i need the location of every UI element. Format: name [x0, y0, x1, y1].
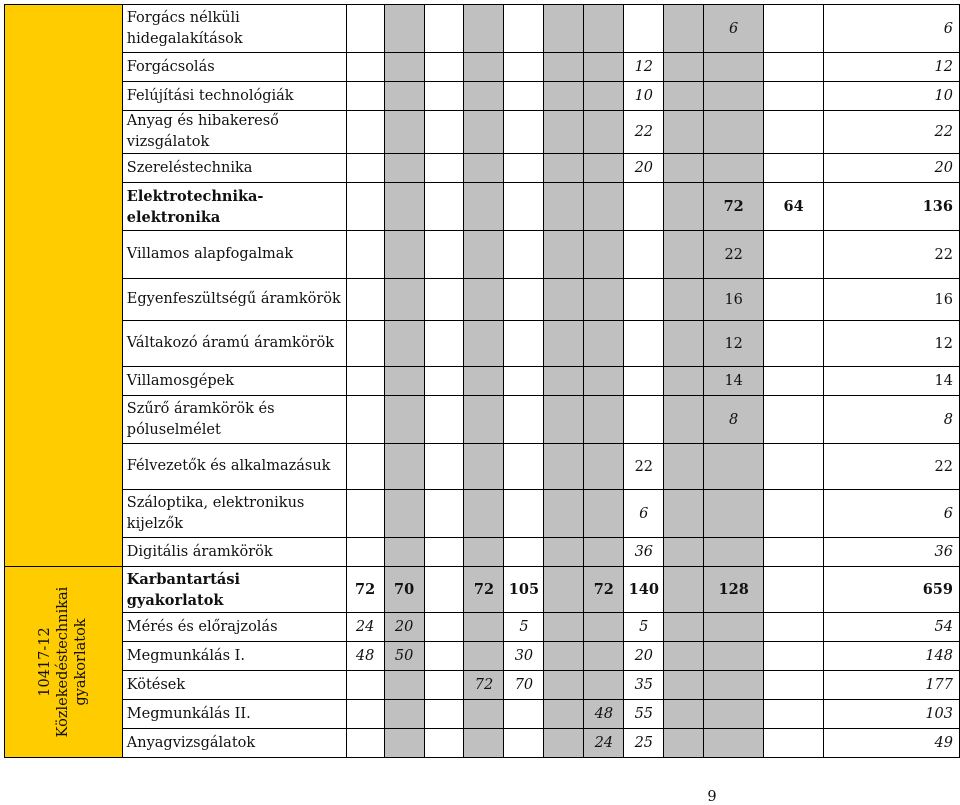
- hours-cell: [664, 700, 704, 729]
- hours-cell: [384, 231, 424, 279]
- subject-name: Villamosgépek: [122, 367, 346, 396]
- hours-cell: [544, 613, 584, 642]
- total-hours: 103: [824, 700, 960, 729]
- hours-cell: [346, 5, 384, 53]
- hours-cell: [584, 82, 624, 111]
- hours-cell: [346, 444, 384, 490]
- total-hours: 22: [824, 231, 960, 279]
- hours-cell: [424, 183, 464, 231]
- subject-name: Szereléstechnika: [122, 154, 346, 183]
- subject-name: Digitális áramkörök: [122, 538, 346, 567]
- hours-cell: 20: [624, 154, 664, 183]
- total-hours: 12: [824, 321, 960, 367]
- module-label: [5, 6, 122, 566]
- hours-cell: 6: [704, 5, 764, 53]
- hours-cell: [584, 231, 624, 279]
- hours-cell: [664, 729, 704, 758]
- hours-cell: [544, 231, 584, 279]
- hours-cell: [584, 53, 624, 82]
- hours-cell: [346, 231, 384, 279]
- total-hours: 6: [824, 490, 960, 538]
- hours-cell: [764, 321, 824, 367]
- total-hours: 177: [824, 671, 960, 700]
- hours-cell: [464, 729, 504, 758]
- hours-cell: 24: [584, 729, 624, 758]
- hours-cell: 50: [384, 642, 424, 671]
- hours-cell: 140: [624, 567, 664, 613]
- hours-cell: [664, 613, 704, 642]
- hours-cell: 5: [504, 613, 544, 642]
- hours-cell: [764, 231, 824, 279]
- hours-cell: [584, 321, 624, 367]
- hours-cell: [704, 671, 764, 700]
- hours-cell: 128: [704, 567, 764, 613]
- hours-cell: [544, 538, 584, 567]
- total-hours: 36: [824, 538, 960, 567]
- hours-cell: [504, 396, 544, 444]
- table-row: [5, 82, 960, 111]
- table-row: [5, 729, 960, 758]
- hours-cell: 72: [464, 671, 504, 700]
- total-hours: 6: [824, 5, 960, 53]
- hours-cell: 36: [624, 538, 664, 567]
- hours-cell: [664, 367, 704, 396]
- hours-cell: [384, 154, 424, 183]
- hours-cell: [504, 729, 544, 758]
- hours-cell: [624, 5, 664, 53]
- hours-cell: [664, 671, 704, 700]
- hours-cell: [544, 279, 584, 321]
- hours-cell: [764, 642, 824, 671]
- hours-cell: [624, 367, 664, 396]
- table-row: [5, 367, 960, 396]
- subject-name: Villamos alapfogalmak: [122, 231, 346, 279]
- total-hours: 12: [824, 53, 960, 82]
- hours-cell: [544, 321, 584, 367]
- module-label-cell: [5, 567, 123, 758]
- hours-cell: [764, 53, 824, 82]
- module-label-cell: [5, 5, 123, 567]
- hours-cell: 8: [704, 396, 764, 444]
- hours-cell: [346, 279, 384, 321]
- table-body: [5, 5, 960, 758]
- hours-cell: 22: [624, 444, 664, 490]
- hours-cell: [424, 5, 464, 53]
- hours-cell: [664, 567, 704, 613]
- hours-cell: 6: [624, 490, 664, 538]
- table-row: [5, 53, 960, 82]
- hours-cell: [764, 82, 824, 111]
- hours-cell: [504, 231, 544, 279]
- hours-cell: [664, 642, 704, 671]
- hours-cell: 20: [624, 642, 664, 671]
- hours-cell: [346, 490, 384, 538]
- hours-cell: [384, 5, 424, 53]
- hours-cell: [384, 82, 424, 111]
- hours-cell: 105: [504, 567, 544, 613]
- hours-cell: [584, 396, 624, 444]
- hours-cell: [544, 111, 584, 154]
- hours-cell: [664, 111, 704, 154]
- hours-cell: 16: [704, 279, 764, 321]
- hours-cell: 12: [624, 53, 664, 82]
- hours-cell: [424, 490, 464, 538]
- hours-cell: [664, 490, 704, 538]
- hours-cell: [424, 231, 464, 279]
- hours-cell: [704, 490, 764, 538]
- hours-cell: [764, 538, 824, 567]
- hours-cell: [504, 82, 544, 111]
- table-row: [5, 613, 960, 642]
- hours-cell: [424, 700, 464, 729]
- subject-name: Száloptika, elektronikus kijelzők: [122, 490, 346, 538]
- hours-cell: [424, 279, 464, 321]
- hours-cell: 35: [624, 671, 664, 700]
- hours-cell: [664, 396, 704, 444]
- table-row: [5, 444, 960, 490]
- hours-cell: [464, 183, 504, 231]
- table-row: [5, 321, 960, 367]
- hours-cell: [664, 154, 704, 183]
- hours-cell: [704, 642, 764, 671]
- module-label-line: gyakorlatok: [73, 618, 90, 706]
- hours-cell: [346, 154, 384, 183]
- total-hours: 659: [824, 567, 960, 613]
- hours-cell: [504, 700, 544, 729]
- hours-cell: [424, 567, 464, 613]
- table-row: [5, 567, 960, 613]
- hours-cell: [424, 729, 464, 758]
- hours-cell: [384, 111, 424, 154]
- total-hours: 10: [824, 82, 960, 111]
- hours-cell: [624, 279, 664, 321]
- hours-cell: [704, 729, 764, 758]
- curriculum-table: [4, 4, 960, 758]
- hours-cell: [424, 444, 464, 490]
- total-hours: 22: [824, 111, 960, 154]
- hours-cell: [504, 490, 544, 538]
- hours-cell: [544, 367, 584, 396]
- hours-cell: [764, 367, 824, 396]
- hours-cell: [764, 279, 824, 321]
- hours-cell: 55: [624, 700, 664, 729]
- hours-cell: [624, 231, 664, 279]
- hours-cell: 5: [624, 613, 664, 642]
- hours-cell: 14: [704, 367, 764, 396]
- hours-cell: [464, 321, 504, 367]
- table-row: [5, 671, 960, 700]
- module-label-text: [36, 587, 90, 738]
- total-hours: 54: [824, 613, 960, 642]
- hours-cell: [624, 183, 664, 231]
- subject-name: Karbantartási gyakorlatok: [122, 567, 346, 613]
- hours-cell: [384, 53, 424, 82]
- hours-cell: [584, 613, 624, 642]
- table-row: [5, 111, 960, 154]
- hours-cell: 12: [704, 321, 764, 367]
- table-row: [5, 396, 960, 444]
- subject-name: Megmunkálás II.: [122, 700, 346, 729]
- hours-cell: [464, 279, 504, 321]
- hours-cell: 20: [384, 613, 424, 642]
- module-label-line: 10417-12: [37, 627, 54, 697]
- hours-cell: [504, 111, 544, 154]
- hours-cell: [584, 490, 624, 538]
- table-row: [5, 642, 960, 671]
- hours-cell: 10: [624, 82, 664, 111]
- hours-cell: [464, 538, 504, 567]
- table-row: [5, 490, 960, 538]
- hours-cell: [764, 729, 824, 758]
- hours-cell: 22: [624, 111, 664, 154]
- hours-cell: [664, 82, 704, 111]
- hours-cell: [764, 154, 824, 183]
- hours-cell: [624, 396, 664, 444]
- hours-cell: [764, 700, 824, 729]
- subject-name: Anyagvizsgálatok: [122, 729, 346, 758]
- hours-cell: [704, 53, 764, 82]
- hours-cell: [544, 5, 584, 53]
- hours-cell: [544, 183, 584, 231]
- hours-cell: 64: [764, 183, 824, 231]
- hours-cell: [504, 444, 544, 490]
- hours-cell: [464, 82, 504, 111]
- table-row: [5, 183, 960, 231]
- hours-cell: [346, 82, 384, 111]
- hours-cell: [464, 367, 504, 396]
- hours-cell: [704, 700, 764, 729]
- hours-cell: [384, 279, 424, 321]
- hours-cell: [704, 82, 764, 111]
- hours-cell: [584, 5, 624, 53]
- hours-cell: [504, 538, 544, 567]
- hours-cell: [584, 279, 624, 321]
- hours-cell: [464, 231, 504, 279]
- hours-cell: [664, 444, 704, 490]
- hours-cell: 22: [704, 231, 764, 279]
- hours-cell: [464, 490, 504, 538]
- total-hours: 8: [824, 396, 960, 444]
- hours-cell: [584, 538, 624, 567]
- hours-cell: [424, 538, 464, 567]
- hours-cell: [424, 642, 464, 671]
- hours-cell: 25: [624, 729, 664, 758]
- hours-cell: [384, 396, 424, 444]
- hours-cell: [664, 538, 704, 567]
- hours-cell: [424, 613, 464, 642]
- hours-cell: 30: [504, 642, 544, 671]
- subject-name: Megmunkálás I.: [122, 642, 346, 671]
- hours-cell: [704, 111, 764, 154]
- hours-cell: [346, 700, 384, 729]
- hours-cell: [664, 5, 704, 53]
- hours-cell: [704, 444, 764, 490]
- hours-cell: [764, 111, 824, 154]
- subject-name: Felújítási technológiák: [122, 82, 346, 111]
- hours-cell: [544, 396, 584, 444]
- hours-cell: [424, 111, 464, 154]
- subject-name: Elektrotechnika-elektronika: [122, 183, 346, 231]
- hours-cell: [464, 111, 504, 154]
- subject-name: Anyag és hibakereső vizsgálatok: [122, 111, 346, 154]
- hours-cell: [664, 53, 704, 82]
- hours-cell: [704, 538, 764, 567]
- hours-cell: [584, 154, 624, 183]
- hours-cell: [584, 367, 624, 396]
- hours-cell: [424, 396, 464, 444]
- hours-cell: [764, 444, 824, 490]
- hours-cell: [464, 5, 504, 53]
- hours-cell: 48: [584, 700, 624, 729]
- hours-cell: 72: [704, 183, 764, 231]
- hours-cell: [764, 396, 824, 444]
- hours-cell: [504, 367, 544, 396]
- hours-cell: [346, 367, 384, 396]
- hours-cell: [544, 729, 584, 758]
- hours-cell: 72: [584, 567, 624, 613]
- table-row: [5, 538, 960, 567]
- hours-cell: [544, 154, 584, 183]
- hours-cell: [346, 321, 384, 367]
- hours-cell: [424, 367, 464, 396]
- hours-cell: [624, 321, 664, 367]
- total-hours: 14: [824, 367, 960, 396]
- hours-cell: [504, 279, 544, 321]
- hours-cell: [464, 613, 504, 642]
- hours-cell: [764, 490, 824, 538]
- total-hours: 136: [824, 183, 960, 231]
- hours-cell: [346, 729, 384, 758]
- hours-cell: [764, 671, 824, 700]
- hours-cell: [544, 671, 584, 700]
- subject-name: Kötések: [122, 671, 346, 700]
- hours-cell: [464, 642, 504, 671]
- hours-cell: [424, 53, 464, 82]
- hours-cell: [464, 154, 504, 183]
- hours-cell: [346, 396, 384, 444]
- hours-cell: [704, 613, 764, 642]
- subject-name: Mérés és előrajzolás: [122, 613, 346, 642]
- hours-cell: [704, 154, 764, 183]
- hours-cell: 70: [504, 671, 544, 700]
- hours-cell: [384, 729, 424, 758]
- table-row: [5, 700, 960, 729]
- hours-cell: [584, 183, 624, 231]
- hours-cell: [664, 183, 704, 231]
- hours-cell: [504, 53, 544, 82]
- hours-cell: [346, 183, 384, 231]
- hours-cell: 24: [346, 613, 384, 642]
- hours-cell: [464, 396, 504, 444]
- hours-cell: [584, 642, 624, 671]
- hours-cell: [504, 183, 544, 231]
- hours-cell: [544, 82, 584, 111]
- subject-name: Szűrő áramkörök és póluselmélet: [122, 396, 346, 444]
- hours-cell: [764, 567, 824, 613]
- hours-cell: 72: [464, 567, 504, 613]
- hours-cell: [764, 5, 824, 53]
- hours-cell: [504, 154, 544, 183]
- hours-cell: [664, 321, 704, 367]
- table-row: [5, 154, 960, 183]
- hours-cell: [544, 700, 584, 729]
- hours-cell: [424, 82, 464, 111]
- module-label-line: Közlekedéstechnikai: [55, 586, 72, 738]
- hours-cell: [584, 671, 624, 700]
- hours-cell: [384, 367, 424, 396]
- module-label: [5, 572, 122, 752]
- hours-cell: [346, 111, 384, 154]
- hours-cell: [664, 231, 704, 279]
- total-hours: 49: [824, 729, 960, 758]
- hours-cell: [384, 444, 424, 490]
- hours-cell: [544, 490, 584, 538]
- hours-cell: 70: [384, 567, 424, 613]
- table-row: [5, 231, 960, 279]
- page-number: 9: [707, 789, 717, 805]
- total-hours: 148: [824, 642, 960, 671]
- subject-name: Félvezetők és alkalmazásuk: [122, 444, 346, 490]
- hours-cell: [544, 53, 584, 82]
- subject-name: Forgácsolás: [122, 53, 346, 82]
- subject-name: Egyenfeszültségű áramkörök: [122, 279, 346, 321]
- hours-cell: [424, 321, 464, 367]
- table-row: [5, 5, 960, 53]
- hours-cell: [346, 671, 384, 700]
- hours-cell: [544, 642, 584, 671]
- hours-cell: [544, 567, 584, 613]
- hours-cell: 48: [346, 642, 384, 671]
- hours-cell: [504, 5, 544, 53]
- hours-cell: [464, 444, 504, 490]
- hours-cell: [464, 700, 504, 729]
- hours-cell: 72: [346, 567, 384, 613]
- hours-cell: [764, 613, 824, 642]
- hours-cell: [584, 444, 624, 490]
- hours-cell: [346, 538, 384, 567]
- hours-cell: [384, 700, 424, 729]
- hours-cell: [384, 183, 424, 231]
- hours-cell: [544, 444, 584, 490]
- subject-name: Forgács nélküli hidegalakítások: [122, 5, 346, 53]
- hours-cell: [384, 321, 424, 367]
- hours-cell: [346, 53, 384, 82]
- hours-cell: [464, 53, 504, 82]
- hours-cell: [384, 490, 424, 538]
- subject-name: Váltakozó áramú áramkörök: [122, 321, 346, 367]
- hours-cell: [584, 111, 624, 154]
- total-hours: 22: [824, 444, 960, 490]
- total-hours: 20: [824, 154, 960, 183]
- hours-cell: [504, 321, 544, 367]
- hours-cell: [424, 154, 464, 183]
- hours-cell: [384, 538, 424, 567]
- table-row: [5, 279, 960, 321]
- total-hours: 16: [824, 279, 960, 321]
- hours-cell: [664, 279, 704, 321]
- hours-cell: [424, 671, 464, 700]
- hours-cell: [384, 671, 424, 700]
